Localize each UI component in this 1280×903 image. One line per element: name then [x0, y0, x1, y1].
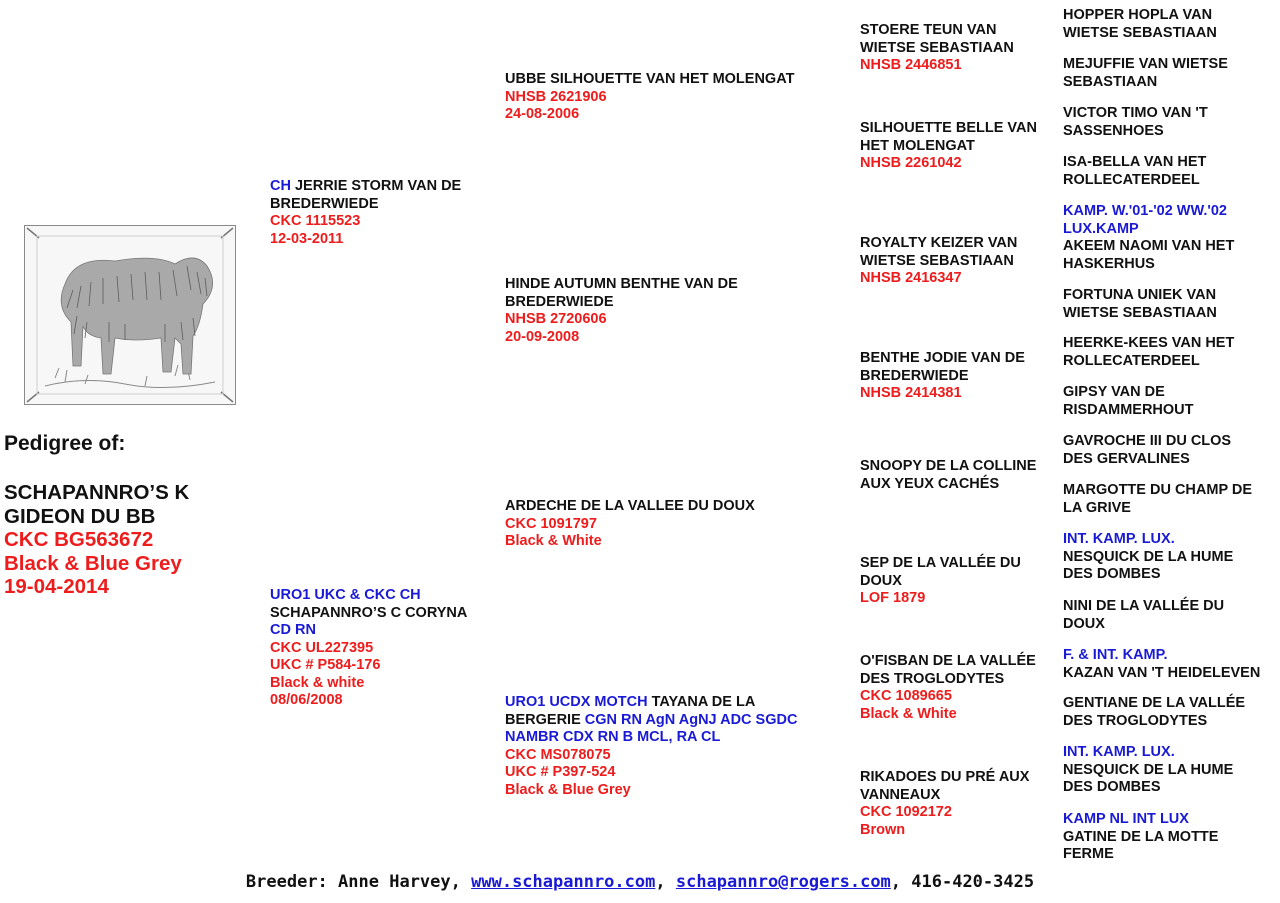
dam-block	[270, 587, 490, 710]
g4-ancestor-9	[1063, 433, 1263, 468]
g2-color: Black & Blue Grey	[505, 781, 631, 798]
g4-title: INT. KAMP. LUX.	[1063, 531, 1175, 547]
g4-ancestor-14	[1063, 695, 1263, 730]
g4-name: HEERKE-KEES VAN HET ROLLECATERDEEL	[1063, 335, 1235, 369]
g4-name: ISA-BELLA VAN HET ROLLECATERDEEL	[1063, 154, 1207, 188]
g4-ancestor-15	[1063, 744, 1263, 797]
g4-ancestor-12	[1063, 598, 1263, 633]
g4-ancestor-3	[1063, 105, 1263, 140]
breeder-footer	[0, 872, 1280, 892]
g2-reg: CKC 1091797	[505, 515, 597, 532]
subject-block	[4, 481, 189, 599]
subject-name-line2: GIDEON DU BB	[4, 504, 156, 528]
g4-name: NESQUICK DE LA HUME DES DOMBES	[1063, 761, 1234, 795]
g3-ancestor-6	[860, 555, 1055, 608]
website-link[interactable]: www.schapannro.com	[471, 872, 656, 892]
pedigree-heading: Pedigree of:	[4, 432, 126, 455]
g2-date: 24-08-2006	[505, 106, 580, 122]
g4-ancestor-13	[1063, 647, 1278, 682]
g2-name: HINDE AUTUMN BENTHE VAN DE BREDERWIEDE	[505, 276, 738, 310]
g4-name: MARGOTTE DU CHAMP DE LA GRIVE	[1063, 482, 1253, 516]
g3-ancestor-5	[860, 458, 1055, 493]
g4-name: GENTIANE DE LA VALLÉE DES TROGLODYTES	[1063, 695, 1246, 729]
g4-ancestor-7	[1063, 335, 1263, 370]
subject-dob: 19-04-2014	[4, 575, 109, 598]
g4-title: F. & INT. KAMP.	[1063, 647, 1168, 663]
g4-name: NINI DE LA VALLÉE DU DOUX	[1063, 598, 1225, 632]
g4-name: AKEEM NAOMI VAN HET HASKERHUS	[1063, 238, 1235, 272]
dam-title: URO1 UKC & CKC CH	[270, 587, 421, 603]
g3-reg: NHSB 2416347	[860, 270, 962, 286]
g4-ancestor-2	[1063, 56, 1263, 91]
g2-reg: NHSB 2720606	[505, 311, 607, 327]
g3-name: SNOOPY DE LA COLLINE AUX YEUX CACHÉS	[860, 458, 1037, 492]
dam-title-suffix: CD RN	[270, 622, 316, 638]
g3-ancestor-8	[860, 769, 1055, 839]
subject-reg: CKC BG563672	[4, 528, 154, 551]
sire-block	[270, 178, 485, 248]
g4-ancestor-4	[1063, 154, 1263, 189]
g2-ancestor-4	[505, 694, 825, 799]
g3-reg: LOF 1879	[860, 590, 926, 606]
g3-name: RIKADOES DU PRÉ AUX VANNEAUX	[860, 769, 1030, 803]
dog-sketch-icon	[25, 226, 235, 404]
g2-reg2: UKC # P397-524	[505, 764, 616, 780]
g4-ancestor-8	[1063, 384, 1263, 419]
sire-name: JERRIE STORM VAN DE BREDERWIEDE	[270, 178, 462, 212]
g3-ancestor-3	[860, 235, 1055, 288]
g4-ancestor-1	[1063, 7, 1263, 42]
g4-title: KAMP. W.'01-'02 WW.'02 LUX.KAMP	[1063, 203, 1227, 237]
g3-color: Black & White	[860, 705, 957, 722]
g4-name: VICTOR TIMO VAN 'T SASSENHOES	[1063, 105, 1208, 139]
subject-color: Black & Blue Grey	[4, 551, 182, 575]
g3-reg: CKC 1092172	[860, 804, 952, 820]
g2-title-suffix: CGN RN AgN AgNJ ADC SGDC NAMBR CDX RN B MCL, RA CL	[505, 711, 798, 745]
g3-reg: NHSB 2414381	[860, 385, 962, 401]
breeder-phone: , 416-420-3425	[890, 872, 1035, 892]
g2-name: UBBE SILHOUETTE VAN HET MOLENGAT	[505, 71, 795, 87]
g3-ancestor-1	[860, 22, 1055, 75]
g3-name: SILHOUETTE BELLE VAN HET MOLENGAT	[860, 120, 1037, 154]
sire-date: 12-03-2011	[270, 230, 344, 247]
g4-ancestor-16	[1063, 811, 1263, 864]
g2-name: TAYANA DE LA BERGERIE	[505, 694, 755, 728]
g2-reg: CKC MS078075	[505, 746, 611, 763]
g2-ancestor-2	[505, 276, 770, 346]
g3-name: O'FISBAN DE LA VALLÉE DES TROGLODYTES	[860, 653, 1036, 687]
g4-name: FORTUNA UNIEK VAN WIETSE SEBASTIAAN	[1063, 287, 1217, 321]
g3-name: BENTHE JODIE VAN DE BREDERWIEDE	[860, 350, 1025, 384]
g4-ancestor-10	[1063, 482, 1273, 517]
g2-reg: NHSB 2621906	[505, 88, 607, 105]
footer-separator: ,	[655, 872, 666, 892]
breeder-name: Anne Harvey,	[338, 872, 461, 892]
g4-title: INT. KAMP. LUX.	[1063, 744, 1175, 760]
g4-ancestor-6	[1063, 287, 1263, 322]
email-link[interactable]: schapannro@rogers.com	[675, 872, 891, 892]
dam-reg2: UKC # P584-176	[270, 657, 381, 673]
g3-ancestor-4	[860, 350, 1055, 403]
g2-date: 20-09-2008	[505, 328, 580, 345]
subject-name-line1: SCHAPANNRO’S K	[4, 481, 190, 504]
g2-ancestor-3	[505, 498, 845, 551]
g4-name: KAZAN VAN 'T HEIDELEVEN	[1063, 664, 1261, 681]
g3-reg: CKC 1089665	[860, 688, 952, 704]
dam-name: SCHAPANNRO’S C CORYNA	[270, 604, 468, 621]
sire-title: CH	[270, 178, 291, 194]
g4-ancestor-5	[1063, 203, 1263, 273]
g4-name: GIPSY VAN DE RISDAMMERHOUT	[1063, 384, 1194, 418]
g4-name: HOPPER HOPLA VAN WIETSE SEBASTIAAN	[1063, 7, 1217, 41]
sire-reg: CKC 1115523	[270, 213, 361, 229]
g3-name: STOERE TEUN VAN WIETSE SEBASTIAAN	[860, 22, 1014, 56]
g4-name: GAVROCHE III DU CLOS DES GERVALINES	[1063, 433, 1232, 467]
g3-ancestor-2	[860, 120, 1055, 173]
g2-color: Black & White	[505, 533, 602, 549]
dam-date: 08/06/2008	[270, 692, 343, 708]
g4-ancestor-11	[1063, 531, 1263, 584]
dog-photo	[24, 225, 236, 405]
g4-title: KAMP NL INT LUX	[1063, 811, 1189, 827]
g3-reg: NHSB 2446851	[860, 57, 962, 73]
g3-name: SEP DE LA VALLÉE DU DOUX	[860, 555, 1021, 589]
g4-name: GATINE DE LA MOTTE FERME	[1063, 828, 1219, 862]
g2-title: URO1 UCDX MOTCH	[505, 694, 648, 710]
breeder-label: Breeder:	[245, 872, 328, 892]
g3-color: Brown	[860, 821, 906, 838]
g3-reg: NHSB 2261042	[860, 155, 962, 171]
g4-name: MEJUFFIE VAN WIETSE SEBASTIAAN	[1063, 56, 1228, 90]
g3-name: ROYALTY KEIZER VAN WIETSE SEBASTIAAN	[860, 235, 1018, 269]
dam-reg: CKC UL227395	[270, 639, 374, 656]
g2-name: ARDECHE DE LA VALLEE DU DOUX	[505, 498, 755, 514]
dam-color: Black & white	[270, 674, 365, 691]
g3-ancestor-7	[860, 653, 1055, 723]
g2-ancestor-1	[505, 71, 845, 124]
g4-name: NESQUICK DE LA HUME DES DOMBES	[1063, 548, 1234, 582]
